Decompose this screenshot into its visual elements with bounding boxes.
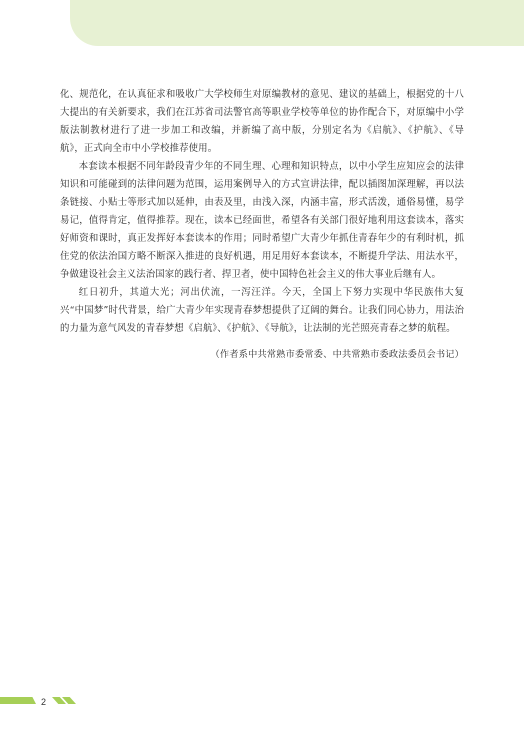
- footer-green-bar: [0, 697, 36, 704]
- paragraph-closing: 红日初升，其道大光；河出伏流，一泻汪洋。今天，全国上下努力实现中华民族伟大复兴“中国梦”时代背景，给广大青少年实现青春梦想提供了辽阔的舞台。让我们同心协力，用法治的力量为意气风发的青春梦想《启航》、《护航》、《导航》，让法制的光芒照亮青春之梦的航程。: [60, 287, 464, 334]
- page-number: 2: [41, 697, 47, 707]
- paragraph-continued: 化、规范化，在认真征求和吸收广大学校师生对原编教材的意见、建议的基础上，根据党的十八大提出的有关新要求，我们在江苏省司法警官高等职业学校等单位的协作配合下，对原编中小学版法制教材进行了进一步加工和改编，并新编了高中版，分别定名为《启航》、《护航》、《导航》，正式向全市中小学校推荐使用。: [60, 89, 464, 154]
- paragraph-reader-features: 本套读本根据不同年龄段青少年的不同生理、心理和知识特点，以中小学生应知应会的法律知识和可能碰到的法律问题为范围，运用案例导入的方式宣讲法律，配以插图加深理解，再以法条链接、小贴士等形式加以延伸，由表及里，由浅入深，内涵丰富，形式活泼，通俗易懂，易学易记，值得肯定，值得推荐。现在，读本已经面世，希望各有关部门很好地利用这套读本，落实好师资和课时，真正发挥好本套读本的作用；同时希望广大青少年抓住青春年少的有利时机，抓住党的依法治国方略不断深入推进的良好机遇，用足用好本套读本，不断提升学法、用法水平，争做建设社会主义法治国家的践行者、捍卫者，使中国特色社会主义的伟大事业后继有人。: [60, 161, 464, 280]
- header-decoration-band: [70, 0, 524, 46]
- body-text: [60, 86, 464, 364]
- author-attribution: （作者系中共常熟市委常委、中共常熟市委政法委员会书记）: [210, 349, 464, 360]
